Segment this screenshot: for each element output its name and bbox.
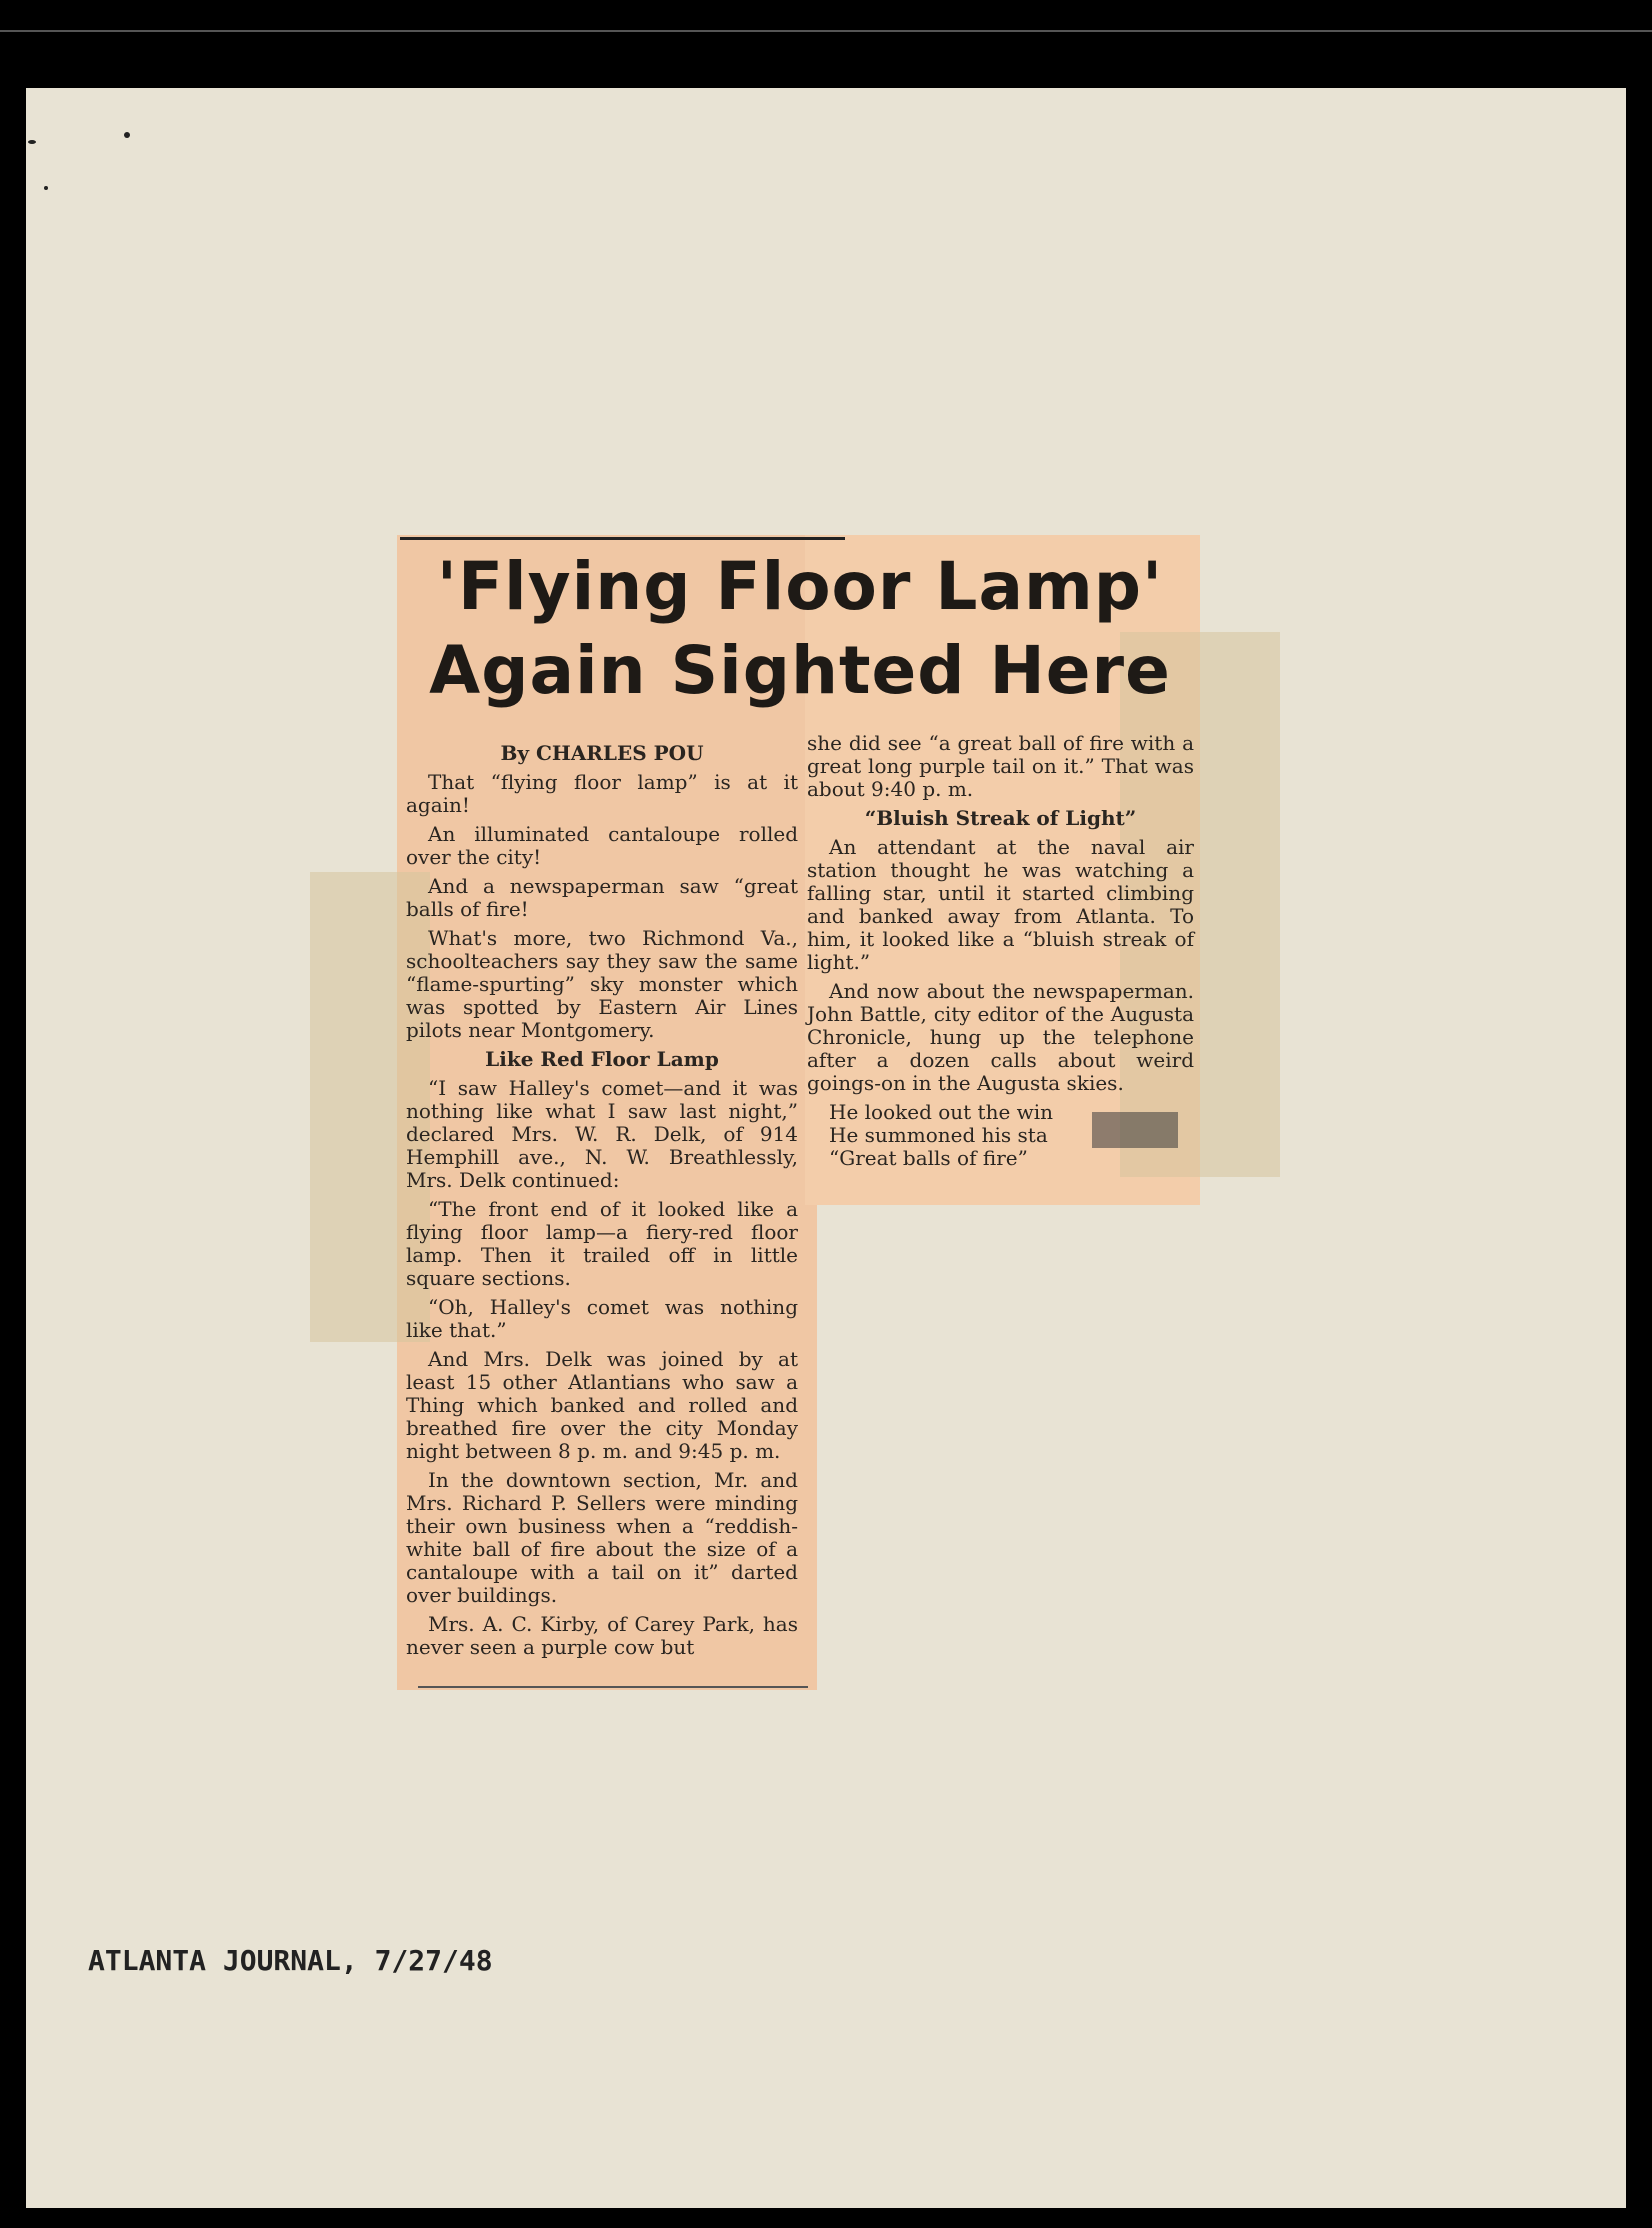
torn-edge-smudge xyxy=(1092,1112,1178,1148)
paragraph: And Mrs. Delk was joined by at least 15 other Atlantians who saw a Thing which banked and rolled and breathed fire over the city Monday night between 8 p. m. and 9:45 p. m. xyxy=(406,1347,798,1463)
subhead-left: Like Red Floor Lamp xyxy=(485,1047,719,1071)
ink-mark xyxy=(124,132,130,138)
ink-mark xyxy=(28,140,36,144)
subhead-right: “Bluish Streak of Light” xyxy=(864,806,1137,830)
paragraph: she did see “a great ball of fire with a great long purple tail on it.” That was about 9:40 p. m. xyxy=(807,731,1194,801)
headline-rule xyxy=(400,537,845,540)
article-right-column xyxy=(807,732,1194,1170)
paragraph: And a newspaperman saw “great balls of fire! xyxy=(406,874,798,921)
paragraph: What's more, two Richmond Va., schoolteachers say they saw the same “flame-spurting” sky monster which was spotted by Eastern Air Lines pilots near Montgomery. xyxy=(406,926,798,1042)
paragraph: An attendant at the naval air station thought he was watching a falling star, until it started climbing and banked away from Atlanta. To him, it looked like a “bluish streak of light.” xyxy=(807,835,1194,974)
paragraph: He summoned his sta xyxy=(829,1123,1048,1147)
bottom-rule xyxy=(418,1686,808,1688)
paragraph: “I saw Halley's comet—and it was nothing like what I saw last night,” declared Mrs. W. R. Delk, of 914 Hemphill ave., N. W. Breathlessly, Mrs. Delk continued: xyxy=(406,1076,798,1192)
paragraph: In the downtown section, Mr. and Mrs. Richard P. Sellers were minding their own business when a “reddish-white ball of fire about the size of a cantaloupe with a tail on it” darted over buildings. xyxy=(406,1468,798,1607)
byline: By CHARLES POU xyxy=(500,741,704,765)
paragraph: And now about the newspaperman. John Battle, city editor of the Augusta Chronicle, hung up the telephone after a dozen calls about weird goings-on in the Augusta skies. xyxy=(807,979,1194,1095)
paragraph: Mrs. A. C. Kirby, of Carey Park, has never seen a purple cow but xyxy=(406,1612,798,1659)
source-caption: ATLANTA JOURNAL, 7/27/48 xyxy=(88,1944,493,1977)
paragraph: He looked out the win xyxy=(829,1100,1054,1124)
paragraph: “The front end of it looked like a flying floor lamp—a fiery-red floor lamp. Then it trailed off in little square sections. xyxy=(406,1197,798,1290)
paragraph: That “flying floor lamp” is at it again! xyxy=(406,770,798,817)
paragraph: “Great balls of fire” xyxy=(829,1146,1028,1170)
ink-mark xyxy=(44,186,48,190)
headline-line-2: Again Sighted Here xyxy=(429,632,1171,709)
paragraph: An illuminated cantaloupe rolled over the city! xyxy=(406,822,798,869)
paragraph: “Oh, Halley's comet was nothing like that.” xyxy=(406,1295,798,1342)
top-border-line xyxy=(0,30,1652,32)
article-left-column xyxy=(406,738,798,1665)
headline-line-1: 'Flying Floor Lamp' xyxy=(436,548,1164,625)
